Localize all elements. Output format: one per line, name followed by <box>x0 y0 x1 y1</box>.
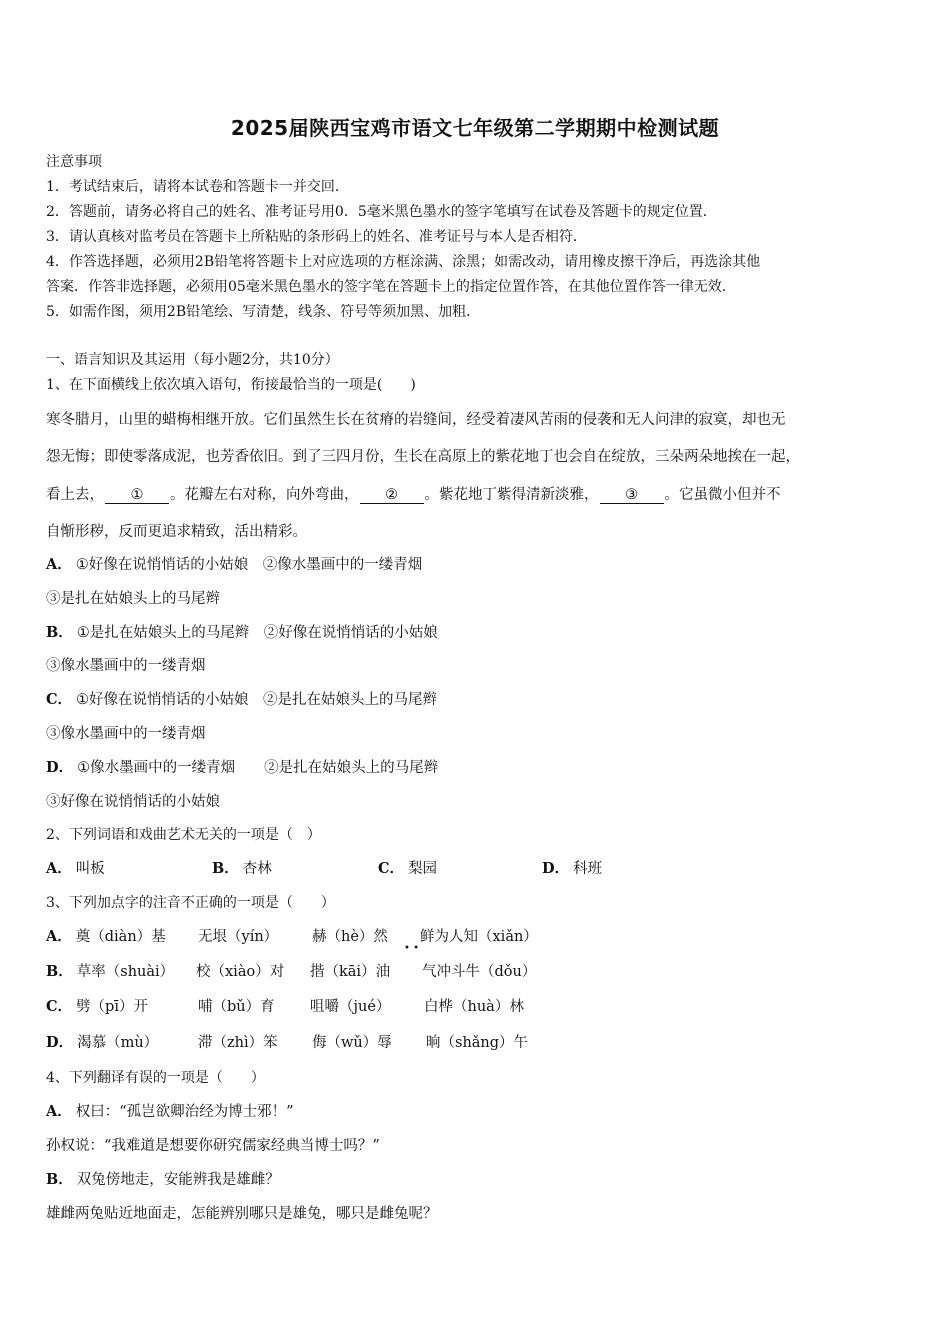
pinyin-item: 草率（shuài） <box>76 964 175 980</box>
pinyin-item: 揩（kāi）油 <box>310 964 391 980</box>
pinyin-item: 气冲斗牛（dǒu） <box>422 964 537 980</box>
option-a <box>46 555 422 575</box>
option-b <box>46 1170 280 1190</box>
q3-option-c <box>46 997 906 1017</box>
passage-segment: 看上去， <box>46 487 104 503</box>
notice-item: 3．请认真核对监考员在答题卡上所粘贴的条形码上的姓名、准考证号与本人是否相符． <box>46 229 587 245</box>
notice-item: 1．考试结束后，请将本试卷和答题卡一并交回． <box>46 179 349 195</box>
q3-option-d <box>46 1033 906 1053</box>
option-label: C． <box>46 691 73 708</box>
passage-segment: 。紫花地丁紫得清新淡雅， <box>424 487 599 503</box>
pinyin-item: 劈（pī）开 <box>76 999 148 1015</box>
pinyin-item: 哺（bǔ）育 <box>198 999 275 1015</box>
option-label: B． <box>46 1171 73 1188</box>
pinyin-item: 咀嚼（jué） <box>310 999 391 1015</box>
option-text: 梨园 <box>408 861 438 877</box>
option-label <box>46 927 166 947</box>
blank-3: ③ <box>600 487 664 504</box>
pinyin-item: 滞（zhì）笨 <box>198 1035 278 1051</box>
q2-options-row <box>46 859 906 879</box>
option-text: 科班 <box>573 861 603 877</box>
option-label: B． <box>212 860 239 877</box>
option-label: A． <box>46 1103 72 1120</box>
pinyin-item: 校（xiào）对 <box>196 964 285 980</box>
notice-heading: 注意事项 <box>46 154 102 170</box>
option-c <box>46 690 437 710</box>
option-b-cont: ③像水墨画中的一缕青烟 <box>46 658 206 674</box>
passage-segment: 。花瓣左右对称，向外弯曲， <box>170 487 359 503</box>
blank-1: ① <box>105 487 169 504</box>
pinyin-item: 渴慕（mù） <box>77 1035 159 1051</box>
option-text: 杏林 <box>242 861 272 877</box>
option-original: 双兔傍地走，安能辨我是雄雌？ <box>76 1172 280 1188</box>
option-b <box>46 623 438 643</box>
pinyin-item: 白桦（huà）林 <box>424 999 524 1015</box>
option-text: ①好像在说悄悄话的小姑娘 ②像水墨画中的一缕青烟 <box>75 557 423 573</box>
option-label: D． <box>46 759 74 776</box>
pinyin-item: 奠（diàn）基 <box>75 929 166 945</box>
notice-item: 答案．作答非选择题，必须用05毫米黑色墨水的签字笔在答题卡上的指定位置作答，在其他位置作答一律无效． <box>46 279 736 295</box>
passage-line: 自惭形秽，反而更追求精致，活出精彩。 <box>46 524 307 540</box>
q3-option-a <box>46 927 906 954</box>
option-label-text: D． <box>46 1034 74 1051</box>
option-label: A． <box>46 860 72 877</box>
option-label: D． <box>542 860 570 877</box>
option-label <box>46 962 174 982</box>
notice-item: 2．答题前，请务必将自己的姓名、准考证号用0．5毫米黑色墨水的签字笔填写在试卷及答题卡的规定位置． <box>46 204 717 220</box>
option-a-translation: 孙权说：“我难道是想要你研究儒家经典当博士吗？” <box>46 1138 380 1154</box>
option-label: B． <box>46 624 73 641</box>
option-label: C． <box>378 860 405 877</box>
section-heading: 一、语言知识及其运用（每小题2分，共10分） <box>46 352 339 368</box>
question-stem-3: 3、下列加点字的注音不正确的一项是（ ） <box>46 895 335 911</box>
passage-segment: 。它虽微小但并不 <box>664 487 781 503</box>
option-d-cont: ③好像在说悄悄话的小姑娘 <box>46 794 220 810</box>
option-a <box>46 859 105 879</box>
page-title: 2025届陕西宝鸡市语文七年级第二学期期中检测试题 <box>230 116 720 140</box>
pinyin-item: 鲜为人知（xiǎn） <box>420 929 538 945</box>
option-d <box>542 859 602 879</box>
option-text: ①是扎在姑娘头上的马尾辫 ②好像在说悄悄话的小姑娘 <box>76 625 438 641</box>
question-stem-2: 2、下列词语和戏曲艺术无关的一项是（ ） <box>46 827 321 843</box>
emphasis-dots: • • <box>404 943 419 954</box>
option-text: ①好像在说悄悄话的小姑娘 ②是扎在姑娘头上的马尾辫 <box>76 692 438 708</box>
question-stem-1: 1、在下面横线上依次填入语句，衔接最恰当的一项是( ) <box>46 377 416 393</box>
option-d <box>46 758 438 778</box>
option-text: ①像水墨画中的一缕青烟 ②是扎在姑娘头上的马尾辫 <box>77 760 439 776</box>
option-label-text: C． <box>46 998 73 1015</box>
option-b-translation: 雄雌两兔贴近地面走，怎能辨别哪只是雄兔，哪只是雌兔呢？ <box>46 1206 438 1222</box>
option-c-cont: ③像水墨画中的一缕青烟 <box>46 726 206 742</box>
option-original: 权曰：“孤岂欲卿治经为博士邪！” <box>75 1104 294 1120</box>
notice-item: 4．作答选择题，必须用2B铅笔将答题卡上对应选项的方框涂满、涂黑；如需改动，请用橡皮擦干净后，再选涂其他 <box>46 254 761 270</box>
question-stem-4: 4、下列翻译有误的一项是（ ） <box>46 1070 265 1086</box>
option-c <box>378 859 437 879</box>
option-label <box>46 1033 158 1053</box>
option-label <box>46 997 148 1017</box>
option-b <box>212 859 272 879</box>
passage-line: 寒冬腊月，山里的蜡梅相继开放。它们虽然生长在贫瘠的岩缝间，经受着凄风苦雨的侵袭和无人问津的寂寞，却也无 <box>46 412 786 428</box>
option-label: A． <box>46 556 72 573</box>
pinyin-item: 无垠（yín） <box>198 929 279 945</box>
q3-option-b <box>46 962 906 982</box>
passage-line: 怨无悔；即使零落成泥，也芳香依旧。到了三四月份，生长在高原上的紫花地丁也会自在绽放，三朵两朵地挨在一起， <box>46 449 800 465</box>
pinyin-item: 晌（shǎng）午 <box>426 1035 529 1051</box>
pinyin-item: 赫（hè）然 <box>312 929 388 945</box>
blank-2: ② <box>360 487 424 504</box>
option-a-cont: ③是扎在姑娘头上的马尾辫 <box>46 591 220 607</box>
option-label-text: A． <box>46 928 72 945</box>
option-label-text: B． <box>46 963 73 980</box>
passage-line-with-blanks <box>46 485 781 505</box>
option-text: 叫板 <box>75 861 105 877</box>
notice-item: 5．如需作图，须用2B铅笔绘、写清楚，线条、符号等须加黑、加粗． <box>46 304 481 320</box>
option-a <box>46 1102 294 1122</box>
pinyin-item: 侮（wǔ）辱 <box>312 1035 392 1051</box>
